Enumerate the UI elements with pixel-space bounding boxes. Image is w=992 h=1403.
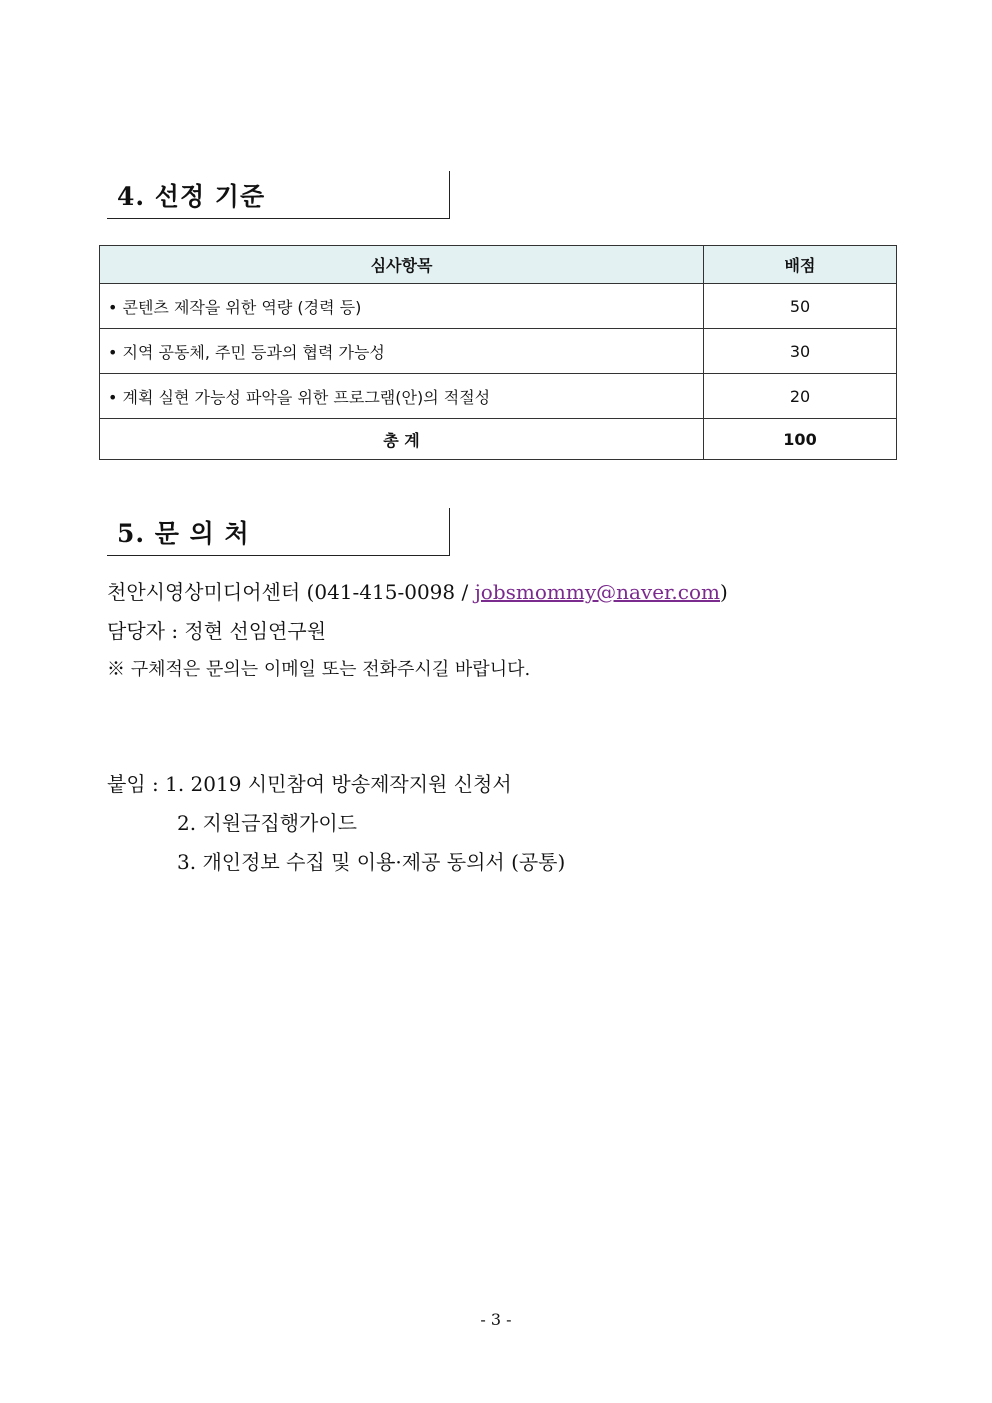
column-header-item: 심사항목 — [100, 246, 704, 284]
contact-line — [107, 576, 728, 605]
inquiry-note: ※ 구체적은 문의는 이메일 또는 전화주시길 바랍니다. — [107, 659, 531, 680]
section-4-title: 4. 선정 기준 — [117, 182, 266, 211]
table-row — [100, 374, 897, 419]
table-total-row — [100, 419, 897, 460]
email-link[interactable]: jobsmommy@naver.com — [474, 580, 720, 604]
total-score: 100 — [704, 419, 897, 460]
criteria-item: • 계획 실현 가능성 파악을 위한 프로그램(안)의 적절성 — [100, 374, 704, 419]
criteria-score: 30 — [704, 329, 897, 374]
column-header-score: 배점 — [704, 246, 897, 284]
section-5-title: 5. 문 의 처 — [117, 519, 250, 548]
total-label: 총 계 — [100, 419, 704, 460]
table-row — [100, 329, 897, 374]
attachment-item: 3. 개인정보 수집 및 이용·제공 동의서 (공통) — [177, 850, 566, 874]
criteria-score: 20 — [704, 374, 897, 419]
section-4-heading — [107, 171, 450, 219]
criteria-item: • 콘텐츠 제작을 위한 역량 (경력 등) — [100, 284, 704, 329]
criteria-table — [99, 245, 897, 460]
attachment-lead: 붙임 : 1. 2019 시민참여 방송제작지원 신청서 — [107, 772, 512, 796]
table-row — [100, 284, 897, 329]
contact-close: ) — [720, 580, 728, 604]
section-5-heading — [107, 508, 450, 556]
table-header-row — [100, 246, 897, 284]
criteria-score: 50 — [704, 284, 897, 329]
criteria-item: • 지역 공동체, 주민 등과의 협력 가능성 — [100, 329, 704, 374]
manager-line: 담당자 : 정현 선임연구원 — [107, 619, 327, 643]
page-number: - 3 - — [480, 1310, 512, 1329]
attachment-item: 2. 지원금집행가이드 — [177, 811, 357, 835]
contact-org: 천안시영상미디어센터 (041-415-0098 / — [107, 580, 475, 604]
